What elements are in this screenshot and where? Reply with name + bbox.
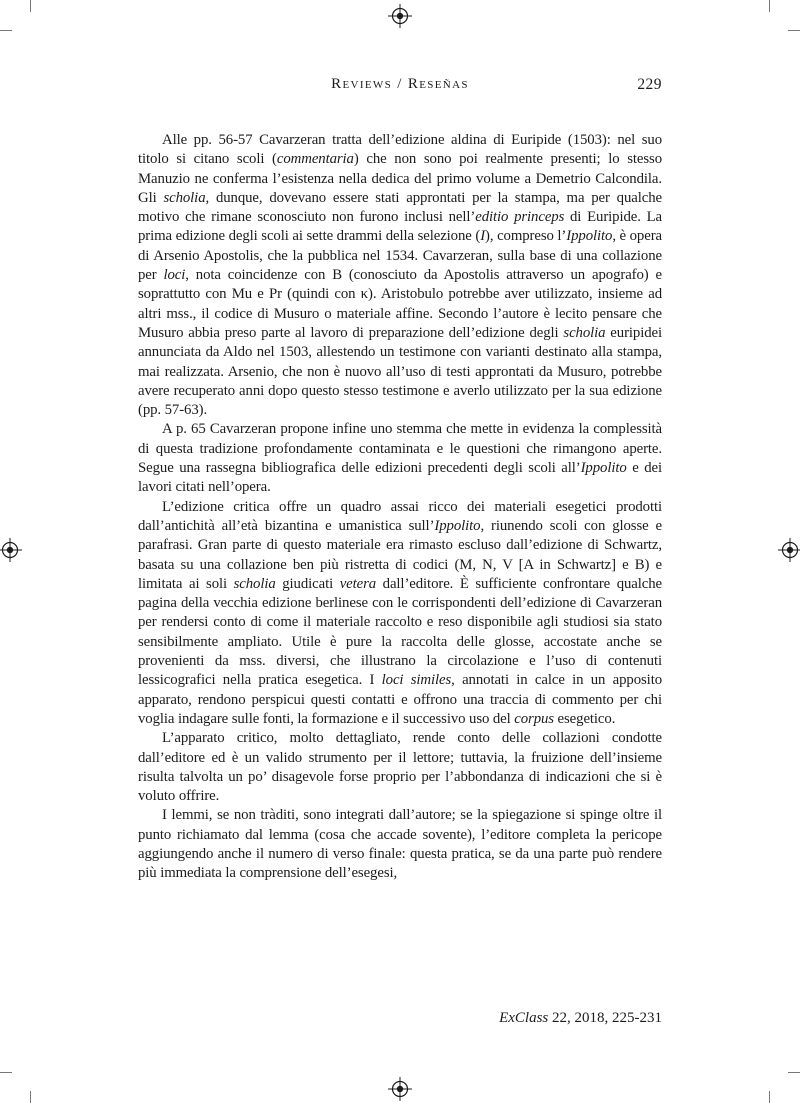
registration-mark-top-icon [387, 3, 413, 29]
page-number: 229 [637, 76, 662, 93]
paragraph: A p. 65 Cavarzeran propone infine uno stemma che mette in evidenza la complessità di questa tradizione profondamente contaminata e le questioni che rimangono aperte. Segue una rassegna bibliografica delle edizioni precedenti degli scoli all’Ippolito e dei lavori citati nell’opera. [138, 421, 662, 496]
registration-mark-right-icon [777, 537, 800, 563]
paragraph: I lemmi, se non tràditi, sono integrati dall’autore; se la spiegazione si spinge oltre il punto richiamato dal lemma (cosa che accade sovente), l’editore completa la pericope aggiungendo anche il numero di verso finale: questa pratica, se da una parte può rendere più immediata la comprensione dell’esegesi, [138, 807, 662, 882]
crop-mark-icon [769, 1091, 770, 1103]
paragraph: L’edizione critica offre un quadro assai ricco dei materiali esegetici prodotti dall’antichità all’età bizantina e umanistica sull’Ippolito, riunendo scoli con glosse e parafrasi. Gran parte di questo materiale era rimasto escluso dall’edizione di Schwartz, basata su una collazione ben più ristretta di codici (M, N, V [A in Schwartz] e B) e limitata ai soli scholia giudicati vetera dall’editore. È sufficiente confrontare qualche pagina della vecchia edizione berlinese con le corrispondenti dell’edizione di Cavarzeran per rendersi conto di come il materiale raccolto e reso disponibile agli studiosi sia stato sensibilmente ampliato. Utile è pure la raccolta delle glosse, accostate anche se provenienti da mss. diversi, che illustrano la circolazione e l’uso di contenuti lessicografici nella pratica esegetica. I loci similes, annotati in calce in un apposito apparato, rendono perspicui questi contatti e offrono una traccia di commento per chi voglia indagare sulle fonti, la formazione e il successivo uso del corpus esegetico. [138, 498, 663, 727]
paragraph: L’apparato critico, molto dettagliato, rende conto delle collazioni condotte dall’editore ed è un valido strumento per il lettore; tuttavia, la fruizione dell’insieme risulta talvolta un po’ disagevole forse proprio per l’abbondanza di indicazioni che si è voluto offrire. [138, 730, 662, 805]
review-body [138, 131, 662, 884]
running-header-title: Reviews / Reseñas [331, 76, 469, 92]
running-header [138, 76, 662, 98]
crop-mark-icon [788, 1072, 800, 1073]
crop-mark-icon [0, 1072, 12, 1073]
footer [138, 1010, 662, 1027]
crop-mark-icon [769, 0, 770, 12]
registration-mark-left-icon [0, 537, 23, 563]
journal-citation: ExClass 22, 2018, 225-231 [499, 1010, 662, 1026]
crop-mark-icon [0, 30, 12, 31]
crop-mark-icon [30, 0, 31, 12]
registration-mark-bottom-icon [387, 1076, 413, 1102]
crop-mark-icon [788, 30, 800, 31]
paragraph: Alle pp. 56-57 Cavarzeran tratta dell’edizione aldina di Euripide (1503): nel suo titolo si citano scoli (commentaria) che non sono poi realmente presenti; lo stesso Manuzio ne conferma l’esistenza nella dedica del primo volume a Demetrio Calcondila. Gli scholia, dunque, dovevano essere stati approntati per la stampa, ma per qualche motivo che rimane sconosciuto non furono inclusi nell’editio princeps di Euripide. La prima edizione degli scoli ai sette drammi della selezione (I), compreso l’Ippolito, è opera di Arsenio Apostolis, che la pubblica nel 1534. Cavarzeran, sulla base di una collazione per loci, nota coincidenze con B (conosciuto da Apostolis attraverso un apografo) e soprattutto con Mu e Pr (quindi con κ). Aristobulo potrebbe aver utilizzato, insieme ad altri mss., il codice di Musuro o materiale affine. Secondo l’autore è lecito pensare che Musuro abbia preso parte al lavoro di preparazione dell’edizione degli scholia euripidei annunciata da Aldo nel 1503, allestendo un testimone con varianti destinato alla stampa, mai realizzata. Arsenio, che non è nuovo all’uso di testi approntati da Musuro, potrebbe avere recuperato anni dopo questo stesso testimone e averlo utilizzato per la sua edizione (pp. 57-63). [138, 132, 663, 419]
crop-mark-icon [30, 1091, 31, 1103]
